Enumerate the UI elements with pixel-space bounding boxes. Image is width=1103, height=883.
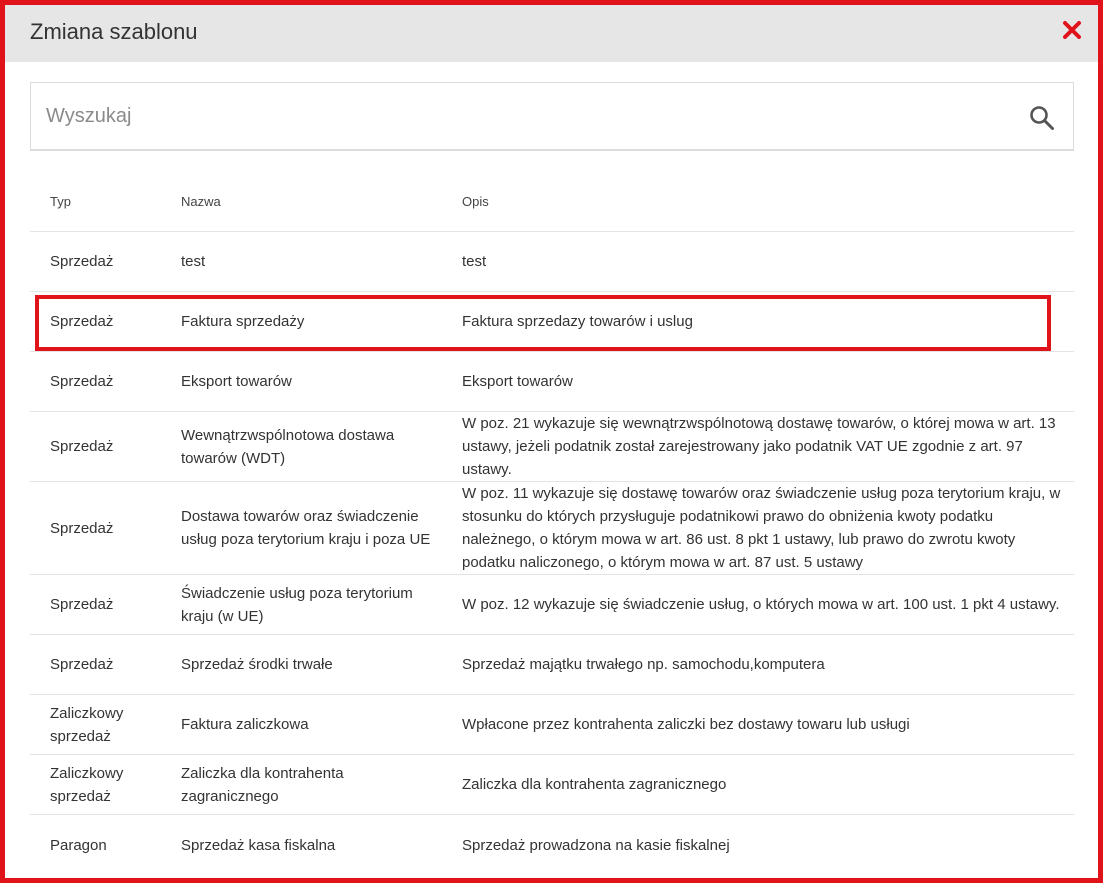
table-row[interactable] <box>30 232 1074 292</box>
table-row[interactable] <box>30 482 1074 575</box>
dialog-header <box>5 5 1098 62</box>
row-opis: test <box>462 253 487 270</box>
row-opis: Eksport towarów <box>462 373 573 390</box>
row-opis: W poz. 21 wykazuje się wewnątrzwspólnotową dostawę towarów, o której mowa w art. 13 ustawy, jeżeli podatnik został zarejestrowany jako podatnik VAT UE zgodnie z art. 97 ustawy. <box>462 415 1056 478</box>
table-row[interactable] <box>30 695 1074 755</box>
table-row[interactable] <box>30 635 1074 695</box>
table-row[interactable] <box>30 815 1074 875</box>
row-nazwa: Dostawa towarów oraz świadczenie usług poza terytorium kraju i poza UE <box>181 508 431 548</box>
row-opis: W poz. 11 wykazuje się dostawę towarów oraz świadczenie usług poza terytorium kraju, w stosunku do których przysługuje podatnikowi prawo do obniżenia kwoty podatku należnego, o którym mowa w art. 86 ust. 8 pkt 1 ustawy, lub prawo do zwrotu kwoty podatku naliczonego, o którym mowa w art. 87 ust. 5 ustawy <box>462 485 1061 571</box>
table-row[interactable] <box>30 352 1074 412</box>
row-nazwa: Eksport towarów <box>181 373 292 390</box>
search-box <box>30 82 1074 151</box>
table-row[interactable] <box>30 292 1074 352</box>
row-nazwa: Sprzedaż kasa fiskalna <box>181 836 336 854</box>
row-typ: Zaliczkowy sprzedaż <box>50 764 124 805</box>
row-opis: W poz. 12 wykazuje się świadczenie usług, o których mowa w art. 100 ust. 1 pkt 4 ustawy. <box>462 596 1060 613</box>
row-opis: Sprzedaż prowadzona na kasie fiskalnej <box>462 836 730 854</box>
row-nazwa: Faktura sprzedaży <box>181 313 305 330</box>
search-icon[interactable] <box>1029 105 1055 131</box>
table-row[interactable] <box>30 755 1074 815</box>
templates-table <box>30 171 1074 875</box>
row-nazwa: Zaliczka dla kontrahenta zagranicznego <box>181 764 344 805</box>
row-nazwa: Sprzedaż środki trwałe <box>181 656 333 673</box>
row-nazwa: Wewnątrzwspólnotowa dostawa towarów (WDT) <box>181 426 395 467</box>
row-typ: Sprzedaż <box>50 438 114 455</box>
row-opis: Faktura sprzedazy towarów i uslug <box>462 313 693 330</box>
dialog-title: Zmiana szablonu <box>30 19 198 44</box>
row-typ: Sprzedaż <box>50 519 114 537</box>
column-header-typ: Typ <box>50 193 71 209</box>
row-opis: Wpłacone przez kontrahenta zaliczki bez dostawy towaru lub usługi <box>462 716 910 733</box>
column-header-opis: Opis <box>462 193 489 209</box>
row-nazwa: test <box>181 253 206 270</box>
table-row[interactable] <box>30 412 1074 482</box>
row-nazwa: Faktura zaliczkowa <box>181 716 309 733</box>
search-input[interactable] <box>31 83 1001 149</box>
close-x-icon[interactable] <box>1061 19 1083 41</box>
row-typ: Sprzedaż <box>50 656 114 673</box>
column-header-nazwa: Nazwa <box>181 193 221 209</box>
table-header-row <box>30 171 1074 232</box>
table-row[interactable] <box>30 575 1074 635</box>
row-opis: Sprzedaż majątku trwałego np. samochodu,komputera <box>462 656 825 673</box>
row-typ: Sprzedaż <box>50 596 114 613</box>
row-typ: Sprzedaż <box>50 313 114 330</box>
row-typ: Sprzedaż <box>50 253 114 270</box>
row-typ: Zaliczkowy sprzedaż <box>50 704 124 745</box>
row-typ: Sprzedaż <box>50 373 114 390</box>
row-opis: Zaliczka dla kontrahenta zagranicznego <box>462 776 727 793</box>
row-nazwa: Świadczenie usług poza terytorium kraju (w UE) <box>181 584 413 625</box>
row-typ: Paragon <box>50 836 107 854</box>
